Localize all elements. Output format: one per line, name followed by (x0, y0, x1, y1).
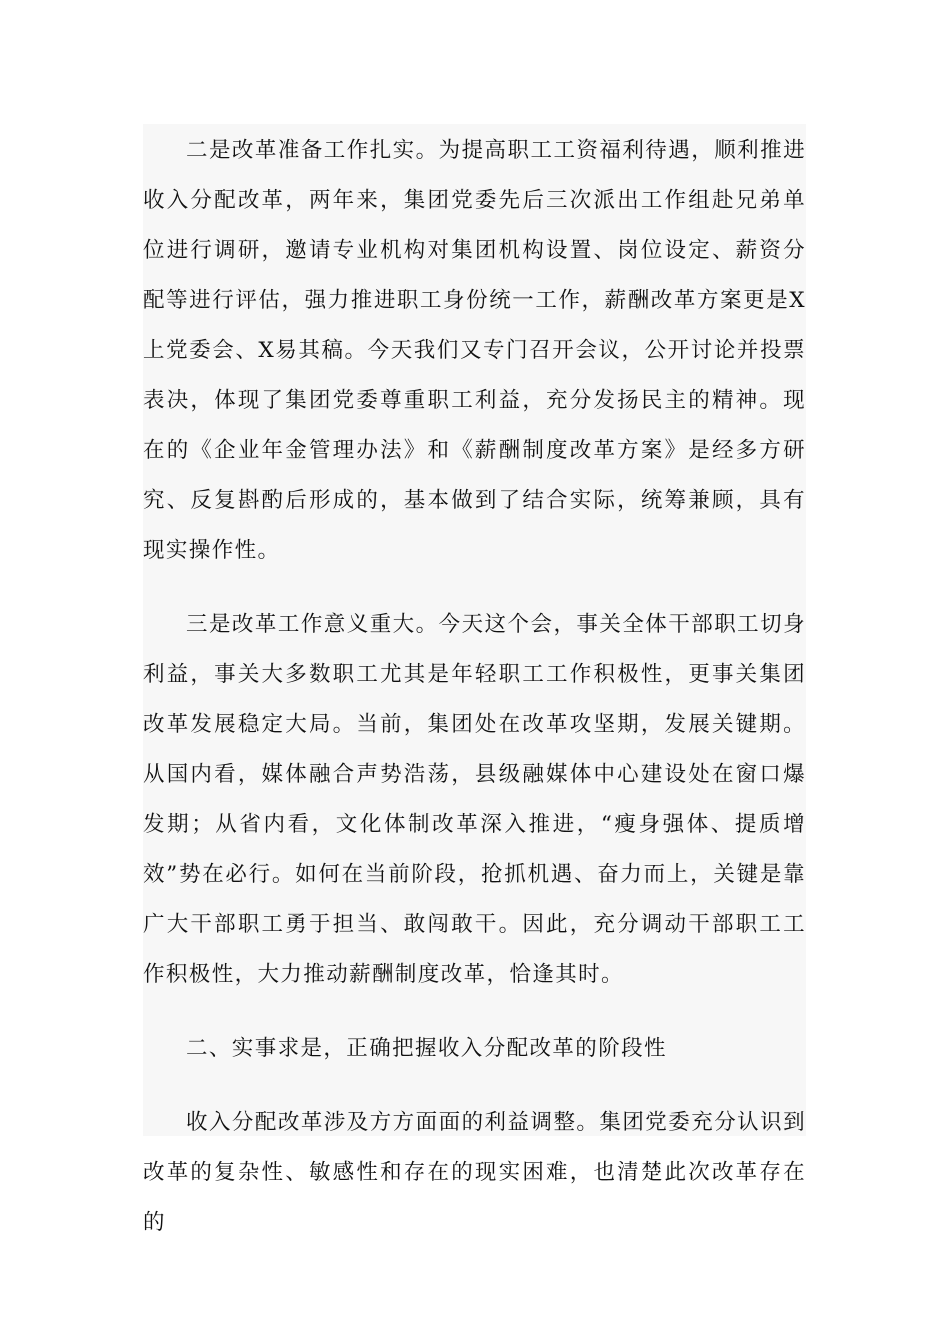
paragraph-income-distribution: 收入分配改革涉及方方面面的利益调整。集团党委充分认识到改革的复杂性、敏感性和存在的现实困难，也清楚此次改革存在的 (143, 1110, 806, 1235)
paragraph-reform-significance: 三是改革工作意义重大。今天这个会，事关全体干部职工切身利益，事关大多数职工尤其是年轻职工工作积极性，更事关集团改革发展稳定大局。当前，集团处在改革攻坚期，发展关键期。从国内看，媒体融合声势浩荡，县级融媒体中心建设处在窗口爆发期；从省内看，文化体制改革深入推进，“瘦身强体、提质增效”势在必行。如何在当前阶段，抢抓机遇、奋力而上，关键是靠广大干部职工勇于担当、敢闯敢干。因此，充分调动干部职工工作积极性，大力推动薪酬制度改革，恰逢其时。 (143, 612, 806, 987)
section-heading: 二、实事求是，正确把握收入分配改革的阶段性 (186, 1036, 667, 1061)
paragraph-reform-preparation: 二是改革准备工作扎实。为提高职工工资福利待遇，顺利推进收入分配改革，两年来，集团党委先后三次派出工作组赴兄弟单位进行调研，邀请专业机构对集团机构设置、岗位设定、薪资分配等进行评估，强力推进职工身份统一工作，薪酬改革方案更是X上党委会、X易其稿。今天我们又专门召开会议，公开讨论并投票表决，体现了集团党委尊重职工利益，充分发扬民主的精神。现在的《企业年金管理办法》和《薪酬制度改革方案》是经多方研究、反复斟酌后形成的，基本做到了结合实际，统筹兼顾，具有现实操作性。 (143, 138, 806, 563)
document-page (143, 124, 806, 1235)
